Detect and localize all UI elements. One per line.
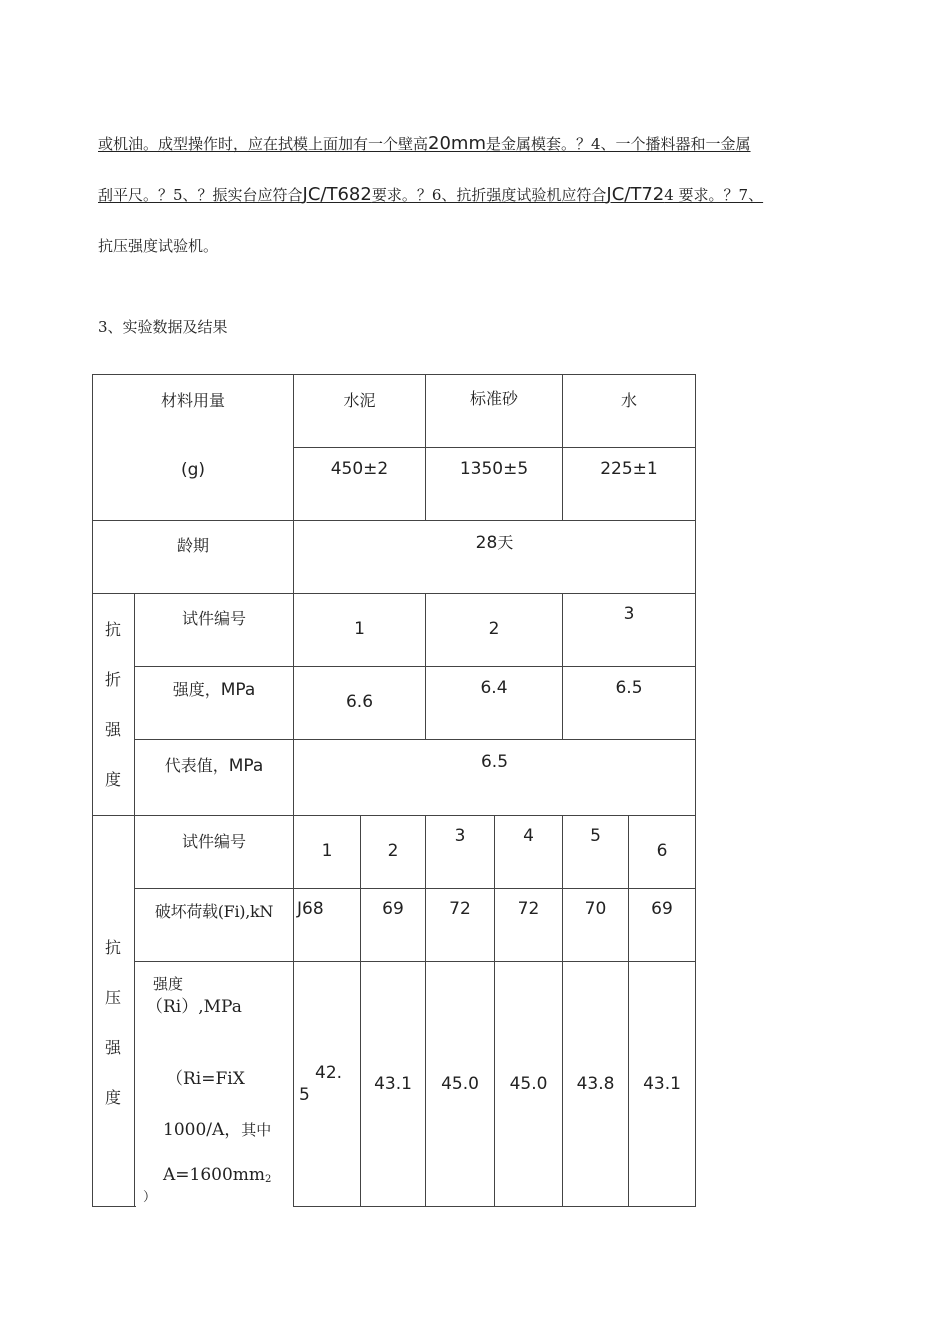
flex-specimen-no: 3 bbox=[623, 604, 635, 624]
comp-load-value: 72 bbox=[517, 899, 540, 919]
age-unit: 天 bbox=[497, 533, 514, 552]
table-rule bbox=[92, 815, 696, 816]
intro-text: 或机油。成型操作时，应在拭模上面加有一个壁高 bbox=[98, 135, 429, 153]
comp-load-value: 70 bbox=[584, 899, 607, 919]
table-rule bbox=[425, 815, 426, 1207]
label-text: 代表值， bbox=[164, 756, 229, 775]
intro-text: JC/T72 bbox=[606, 184, 665, 205]
table-rule bbox=[134, 739, 696, 740]
intro-line-1 bbox=[98, 133, 751, 154]
table-rule bbox=[360, 815, 361, 1207]
comp-load-label: 破坏荷载(Fi),kN bbox=[154, 902, 274, 921]
comp-group-char: 压 bbox=[104, 988, 121, 1007]
table-rule bbox=[92, 1206, 136, 1207]
formula-sup: 2 bbox=[265, 1174, 272, 1185]
comp-group-char: 抗 bbox=[104, 938, 121, 957]
flex-rep-value: 6.5 bbox=[480, 752, 509, 772]
comp-strength-label-2: （Ri）,MPa bbox=[146, 997, 242, 1017]
flex-specimen-no: 2 bbox=[488, 619, 500, 639]
flex-group-char: 抗 bbox=[104, 620, 121, 639]
cement-value: 450±2 bbox=[330, 459, 389, 479]
comp-formula-2 bbox=[163, 1115, 271, 1140]
comp-specimen-no: 5 bbox=[590, 826, 601, 846]
table-rule bbox=[293, 374, 294, 1207]
comp-specimen-no: 3 bbox=[454, 826, 466, 846]
unit-label: (g) bbox=[180, 460, 206, 480]
water-header: 水 bbox=[620, 391, 637, 410]
comp-formula-3 bbox=[163, 1165, 271, 1185]
sand-value: 1350±5 bbox=[459, 459, 529, 479]
intro-text: 4 要求。？7、 bbox=[664, 186, 764, 204]
table-rule bbox=[628, 815, 629, 1207]
table-rule bbox=[92, 374, 696, 375]
table-rule bbox=[92, 374, 93, 1207]
comp-strength-value: 45.0 bbox=[509, 1074, 548, 1094]
intro-line-3: 抗压强度试验机。 bbox=[98, 237, 219, 255]
comp-specimen-no: 6 bbox=[656, 841, 668, 861]
table-rule bbox=[134, 961, 696, 962]
comp-strength-label-1: 强度 bbox=[153, 975, 184, 993]
table-rule bbox=[562, 815, 563, 1207]
table-rule bbox=[293, 447, 696, 448]
intro-text: JC/T682 bbox=[302, 184, 372, 205]
age-label: 龄期 bbox=[176, 536, 209, 555]
comp-formula-1: （Ri=FiX bbox=[166, 1069, 245, 1089]
flex-group-char: 折 bbox=[104, 670, 121, 689]
comp-specimen-no: 2 bbox=[387, 841, 399, 861]
comp-strength-value: 43.8 bbox=[576, 1074, 615, 1094]
intro-text: 是金属模套。？4、一个播料器和一金属 bbox=[486, 135, 751, 153]
table-rule bbox=[134, 666, 696, 667]
section-title: 3、实验数据及结果 bbox=[98, 318, 228, 336]
age-value bbox=[294, 530, 695, 553]
flex-specimen-label: 试件编号 bbox=[181, 609, 246, 628]
table-rule bbox=[695, 374, 696, 1207]
table-rule bbox=[92, 593, 696, 594]
comp-group-char: 强 bbox=[104, 1038, 121, 1057]
flex-specimen-no: 1 bbox=[354, 619, 365, 639]
flex-strength-value: 6.6 bbox=[345, 692, 374, 712]
comp-strength-value: 5 bbox=[299, 1085, 310, 1105]
table-rule bbox=[134, 888, 696, 889]
flex-group-char: 强 bbox=[104, 720, 121, 739]
comp-group-char: 度 bbox=[104, 1088, 121, 1107]
cement-header: 水泥 bbox=[343, 391, 376, 410]
flex-group-char: 度 bbox=[104, 770, 121, 789]
comp-load-value: 72 bbox=[449, 899, 471, 919]
intro-text: 20mm bbox=[428, 133, 486, 154]
flex-strength-value: 6.5 bbox=[615, 678, 643, 698]
intro-text: 要求。？6、抗折强度试验机应符合 bbox=[371, 186, 607, 204]
formula-text: A=1600mm bbox=[163, 1165, 266, 1185]
label-text: 强度， bbox=[172, 680, 221, 699]
comp-load-value: 69 bbox=[382, 899, 404, 919]
age-number: 28 bbox=[475, 533, 498, 553]
comp-strength-value: 42. bbox=[315, 1063, 343, 1083]
table-rule bbox=[92, 520, 696, 521]
sand-header: 标准砂 bbox=[469, 389, 518, 408]
comp-specimen-label: 试件编号 bbox=[181, 832, 246, 851]
flex-rep-label bbox=[135, 753, 293, 776]
formula-text: 1000/A， bbox=[163, 1120, 242, 1140]
flex-strength-value: 6.4 bbox=[480, 678, 508, 698]
intro-text: 刮平尺。？5、？振实台应符合 bbox=[98, 186, 303, 204]
comp-specimen-no: 1 bbox=[321, 841, 333, 861]
comp-specimen-no: 4 bbox=[523, 826, 534, 846]
comp-strength-value: 45.0 bbox=[441, 1074, 479, 1094]
table-rule bbox=[494, 815, 495, 1207]
water-value: 225±1 bbox=[600, 459, 658, 479]
formula-text: 其中 bbox=[241, 1121, 272, 1139]
intro-line-2 bbox=[98, 184, 763, 205]
comp-formula-4: ） bbox=[143, 1190, 157, 1205]
comp-strength-value: 43.1 bbox=[643, 1074, 681, 1094]
comp-load-value: 69 bbox=[651, 899, 673, 919]
comp-load-value: J68 bbox=[297, 899, 324, 919]
material-label: 材料用量 bbox=[160, 391, 225, 410]
label-unit: MPa bbox=[220, 680, 256, 700]
table-rule bbox=[425, 593, 426, 739]
comp-strength-value: 43.1 bbox=[374, 1074, 412, 1094]
flex-strength-label bbox=[135, 677, 293, 700]
label-unit: MPa bbox=[228, 756, 264, 776]
